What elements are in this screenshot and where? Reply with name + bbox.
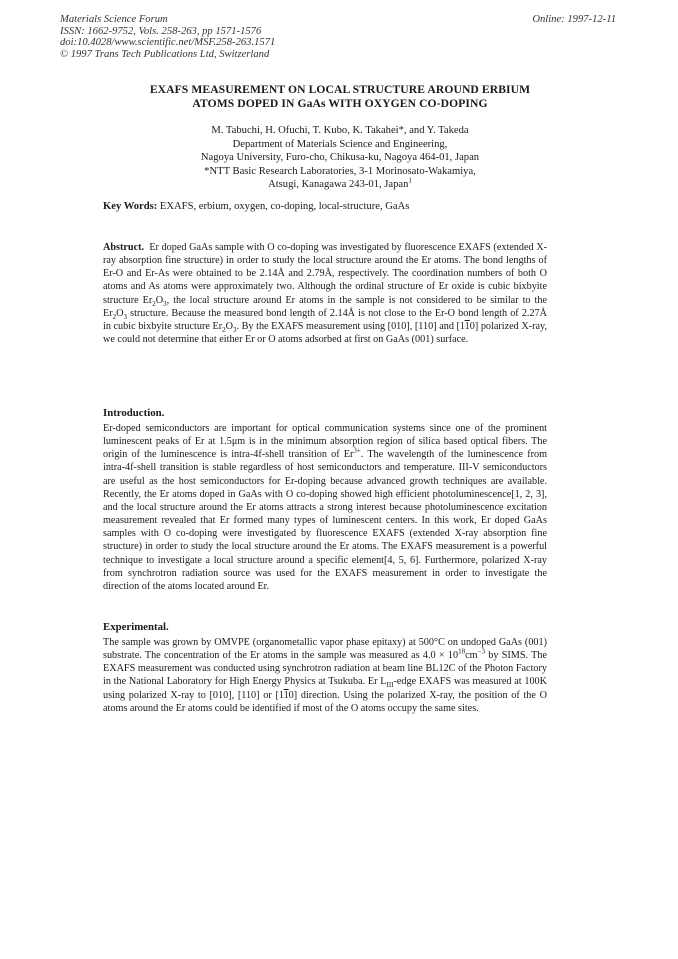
unit-text: μm [231,436,246,448]
abstract-text: O [155,294,164,306]
experimental-paragraph [103,636,547,715]
keywords-text: EXAFS, erbium, oxygen, co-doping, local-structure, GaAs [159,201,410,212]
subscript: 3 [232,325,237,334]
body-text: by SIMS. The EXAFS measurement was conducted using synchrotron radiation at beam line BL12C of the Photon Factory in the National Laboratory for High Energy Physics at Tsukuba. Er L [103,650,548,688]
abstract-text: Er doped GaAs sample with O co-doping was investigated by fluorescence EXAFS (extended X-ray absorption fine structure) in order to study the local structure around the Er atoms. The bond lengths of Er-O and Er-As were obtained to be 2.14Å and 2.79Å, respectively. The coordination numbers of both O atoms and As atoms were approximately two. Although the ordinal structure of Er oxide is cubic bixbyite structure Er [103,242,547,306]
affiliation-line: Department of Materials Science and Engineering, [232,138,448,150]
abstract-text: O [116,307,124,319]
title-line-1: EXAFS MEASUREMENT ON LOCAL STRUCTURE AROUND ERBIUM [149,83,531,96]
copyright-line: © 1997 Trans Tech Publications Ltd, Switzerland [60,48,270,60]
title-line-2: ATOMS DOPED IN GaAs WITH OXYGEN CO-DOPING [192,97,488,110]
doi-line: doi:10.4028/www.scientific.net/MSF.258-263.1571 [60,37,276,49]
body-text: is in the minimum absorption region of silica based optical fibers. The origin of the luminescence is intra-4f-shell transition of Er [103,436,547,461]
section-heading-introduction: Introduction. [103,407,165,419]
abstract-text: . By the EXAFS measurement using [010], [110] and [1 [236,320,465,332]
affiliation-line: *NTT Basic Research Laboratories, 3-1 Morinosato-Wakamiya, [204,165,476,177]
keywords-line [103,201,563,212]
body-text: Er-doped semiconductors are important for optical communication systems since one of the prominent luminescent peaks of Er at 1.5 [103,423,547,448]
overbar-digit: 1 [283,689,289,701]
subscript: 3 [163,299,167,308]
abstract-text: structure. Because the measured bond length of 2.14Å is not close to the Er-O bond length of 2.27Å in cubic bixbyite structure Er [103,307,547,332]
introduction-paragraph [103,422,547,593]
subscript: 2 [112,312,117,321]
subscript: III [386,681,394,690]
journal-name: Materials Science Forum [60,14,168,25]
body-text: 0] direction. Using the polarized X-ray, the position of the O atoms around the Er atoms could be identified if most of the O atoms occupy the same sites. [103,689,547,714]
abstract-text: , the local structure around Er atoms in the sample is not considered to be similar to the Er [103,294,547,319]
subscript: 3 [123,312,127,321]
footnote-mark: 1 [408,176,412,185]
subscript: 2 [152,299,156,308]
body-text: . The wavelength of the luminescence from intra-4f-shell transition is stable regardless of host semiconductors and temperature. III-V semiconductors are useful as the host semiconductors for Er-doping because advanced growth techniques are available. Recently, the Er atoms doped in GaAs with O co-doping showed high efficient photoluminescence[1, 2, 3], and the local structure around the Er atoms attracts a strong interest because photoluminescence excitation measurement revealed that Er formed many types of luminescent centers. In this work, Er doped GaAs samples with O co-doping were investigated by fluorescence EXAFS (extended X-ray absorption fine structure) in order to study the local structure around the Er atoms. The EXAFS measurement is a powerful technique to investigate a local structure around a specific element[4, 5, 6]. Furthermore, polarized X-ray from synchrotron radiation source was used for the EXAFS measurement in order to investigate the direction of the atoms located around Er. [103,449,547,592]
author-names: M. Tabuchi, H. Ofuchi, T. Kubo, K. Takahei*, and Y. Takeda [211,125,469,136]
keywords-label: Key Words: [103,201,158,212]
abstract-label: Abstruct. [103,242,145,253]
superscript: −3 [477,647,486,656]
superscript: 18 [458,647,466,656]
online-date: Online: 1997-12-11 [532,14,616,25]
overbar-digit: 1 [464,320,470,332]
journal-metadata [60,14,360,60]
body-text: The sample was grown by OMVPE (organometallic vapor phase epitaxy) at 500°C on undoped GaAs (001) substrate. The concentration of the Er atoms in the sample was measured as 4.0 × 10 [103,637,547,662]
abstract-text: O [225,320,233,332]
abstract [103,241,547,346]
affiliation-line: Nagoya University, Furo-cho, Chikusa-ku, Nagoya 464-01, Japan [200,152,480,163]
paper-title [60,83,620,111]
superscript: 3+ [353,446,361,455]
body-text: cm [465,650,478,662]
abstract-text: 0] polarized X-ray, we could not determine that either Er or O atoms adsorbed at first on GaAs (001) surface. [103,320,547,346]
author-block [60,124,620,192]
issn-line: ISSN: 1662-9752, Vols. 258-263, pp 1571-1576 [60,25,262,37]
subscript: 2 [222,325,226,334]
section-heading-experimental: Experimental. [103,621,169,633]
affiliation-text: Atsugi, Kanagawa 243-01, Japan [268,179,409,190]
body-text: -edge EXAFS was measured at 100K using polarized X-ray to [010], [110] or [1 [103,676,547,701]
affiliation-line [60,178,620,192]
